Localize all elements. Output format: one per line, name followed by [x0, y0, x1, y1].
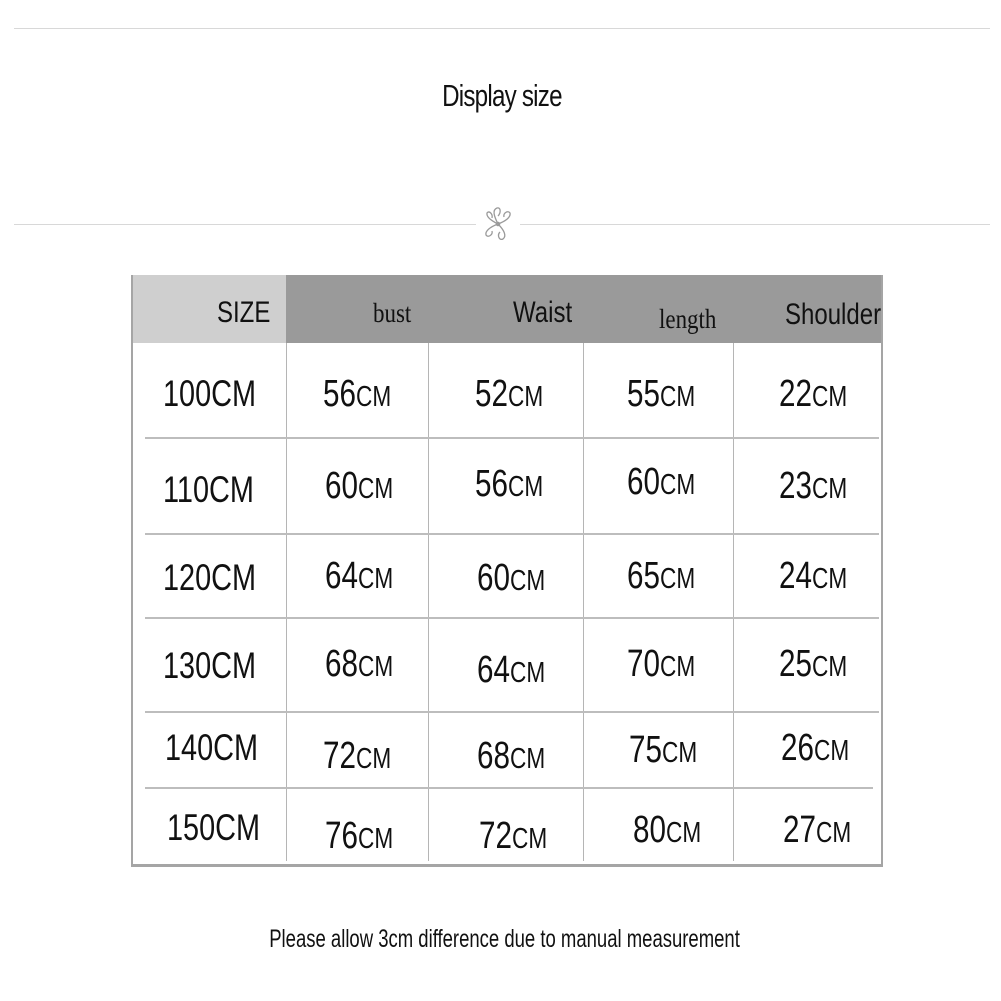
shoulder-cell: [779, 555, 847, 598]
unit: CM: [659, 563, 696, 595]
value: 22: [779, 373, 812, 415]
column-divider: [286, 343, 287, 861]
value: 65: [627, 555, 660, 597]
value: 52: [475, 373, 508, 415]
unit: CM: [509, 657, 546, 689]
column-divider: [428, 343, 429, 861]
header-length: length: [659, 304, 717, 334]
unit: CM: [355, 743, 392, 775]
value: 80: [633, 809, 666, 851]
value: 72: [323, 735, 356, 777]
value: 60: [325, 465, 358, 507]
header-size: SIZE: [217, 296, 271, 329]
unit: CM: [357, 823, 394, 855]
value: 75: [629, 729, 662, 771]
row-divider: [145, 787, 873, 789]
value: 70: [627, 643, 660, 685]
value: 24: [779, 555, 812, 597]
shoulder-cell: [779, 373, 847, 416]
unit: CM: [659, 651, 696, 683]
row-divider: [145, 533, 879, 535]
divider-left: [14, 224, 476, 225]
waist-cell: [477, 557, 545, 600]
measurement-note: Please allow 3cm difference due to manual measurement: [269, 925, 740, 953]
bust-cell: [323, 373, 391, 416]
value: 56: [323, 373, 356, 415]
flower-swirl-icon: [480, 204, 516, 244]
length-cell: [627, 461, 695, 504]
value: 23: [779, 465, 812, 507]
unit: CM: [357, 651, 394, 683]
unit: CM: [509, 565, 546, 597]
header-shoulder: Shoulder: [785, 298, 882, 331]
length-cell: [627, 555, 695, 598]
value: 72: [479, 815, 512, 857]
unit: CM: [357, 473, 394, 505]
column-divider: [733, 343, 734, 861]
size-cell: 100CM: [163, 373, 257, 414]
value: 60: [627, 461, 660, 503]
unit: CM: [659, 381, 696, 413]
unit: CM: [665, 817, 702, 849]
waist-cell: [479, 815, 547, 858]
unit: CM: [507, 471, 544, 503]
value: 64: [325, 555, 358, 597]
unit: CM: [357, 563, 394, 595]
bust-cell: [325, 643, 393, 686]
length-cell: [629, 729, 697, 772]
header-bust: bust: [373, 298, 412, 328]
column-divider: [583, 343, 584, 861]
top-rule: [14, 28, 990, 29]
value: 56: [475, 463, 508, 505]
value: 27: [783, 809, 816, 851]
shoulder-cell: [783, 809, 851, 852]
row-divider: [145, 711, 879, 713]
value: 68: [477, 735, 510, 777]
waist-cell: [475, 463, 543, 506]
length-cell: [633, 809, 701, 852]
unit: CM: [659, 469, 696, 501]
size-cell: 110CM: [163, 469, 254, 510]
size-cell: 130CM: [163, 645, 257, 686]
bust-cell: [323, 735, 391, 778]
waist-cell: [475, 373, 543, 416]
unit: CM: [507, 381, 544, 413]
value: 25: [779, 643, 812, 685]
bust-cell: [325, 465, 393, 508]
unit: CM: [811, 473, 848, 505]
header-waist: Waist: [513, 296, 573, 329]
value: 76: [325, 815, 358, 857]
shoulder-cell: [781, 727, 849, 770]
bust-cell: [325, 555, 393, 598]
page-title: Display size: [442, 78, 562, 113]
unit: CM: [661, 737, 698, 769]
size-cell: 120CM: [163, 557, 257, 598]
size-cell: 140CM: [165, 727, 259, 768]
unit: CM: [813, 735, 850, 767]
value: 68: [325, 643, 358, 685]
row-divider: [145, 617, 879, 619]
shoulder-cell: [779, 643, 847, 686]
size-cell: 150CM: [167, 807, 261, 848]
size-table: [131, 275, 883, 867]
waist-cell: [477, 735, 545, 778]
unit: CM: [811, 563, 848, 595]
unit: CM: [811, 381, 848, 413]
value: 26: [781, 727, 814, 769]
waist-cell: [477, 649, 545, 692]
value: 55: [627, 373, 660, 415]
unit: CM: [815, 817, 852, 849]
row-divider: [145, 437, 879, 439]
value: 64: [477, 649, 510, 691]
unit: CM: [811, 651, 848, 683]
unit: CM: [511, 823, 548, 855]
length-cell: [627, 643, 695, 686]
divider-right: [520, 224, 990, 225]
length-cell: [627, 373, 695, 416]
shoulder-cell: [779, 465, 847, 508]
unit: CM: [355, 381, 392, 413]
bust-cell: [325, 815, 393, 858]
value: 60: [477, 557, 510, 599]
unit: CM: [509, 743, 546, 775]
